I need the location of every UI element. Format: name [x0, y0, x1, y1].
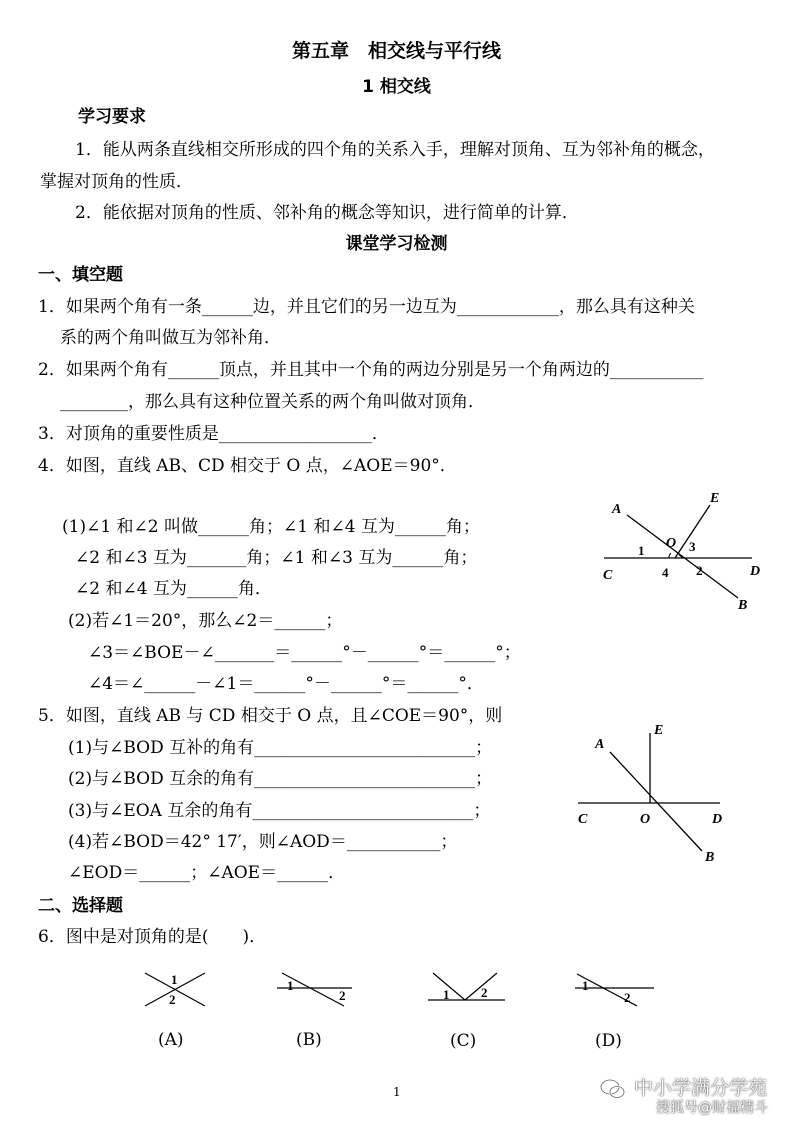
requirement-1-line2: 掌握对顶角的性质． — [40, 172, 193, 192]
q2-line2: ________，那么具有这种位置关系的两个角叫做对顶角． — [60, 392, 485, 412]
option-b-figure — [272, 968, 357, 1013]
angle-label-2: 2 — [696, 563, 703, 578]
section-title: 1 相交线 — [362, 77, 431, 97]
watermark-line1: 中小学满分学苑 — [634, 1077, 768, 1099]
label-o: O — [666, 536, 677, 551]
line-ab — [610, 752, 702, 851]
option-a-figure — [140, 968, 210, 1013]
angle-label-1: 1 — [443, 987, 450, 1002]
q5-sub4: (4)若∠BOD＝42° 17′，则∠AOD＝___________； — [68, 832, 458, 852]
q5-figure — [570, 715, 770, 870]
q4-sub1-line1: (1)∠1 和∠2 叫做______角；∠1 和∠4 互为______角； — [62, 517, 480, 537]
angle-label-1: 1 — [638, 543, 645, 558]
option-d-figure — [572, 968, 657, 1013]
q2-line1: 2．如果两个角有______顶点，并且其中一个角的两边分别是另一个角两边的___________ — [38, 360, 704, 380]
label-o: O — [640, 812, 651, 827]
option-b-label: (B) — [296, 1030, 322, 1050]
q1-line2: 系的两个角叫做互为邻补角． — [60, 328, 281, 348]
label-b: B — [705, 850, 715, 865]
watermark-line2: 搜狐号@财福精斗 — [656, 1100, 768, 1116]
label-e: E — [710, 491, 720, 506]
q4-sub1-line2: ∠2 和∠3 互为_______角；∠1 和∠3 互为______角； — [75, 548, 478, 568]
page-title: 第五章 相交线与平行线 — [291, 40, 501, 62]
q5-sub2: (2)与∠BOD 互余的角有__________________________； — [68, 769, 493, 789]
angle-label-3: 3 — [689, 539, 696, 554]
angle-label-4: 4 — [662, 565, 669, 580]
option-a-label: (A) — [158, 1030, 184, 1050]
q5-sub4-line2: ∠EOD＝______；∠AOE＝______． — [68, 863, 346, 883]
option-c-figure — [425, 968, 510, 1013]
fill-heading: 一、填空题 — [38, 265, 123, 285]
angle-label-1: 1 — [582, 978, 589, 993]
label-e: E — [654, 723, 664, 738]
check-heading: 课堂学习检测 — [345, 234, 448, 254]
angle-label-2: 2 — [624, 990, 631, 1005]
q4-sub2-line1: (2)若∠1＝20°，那么∠2＝______； — [68, 611, 343, 631]
q5-sub3: (3)与∠EOA 互余的角有__________________________； — [68, 801, 491, 821]
angle-label-1: 1 — [287, 978, 294, 993]
q4-sub2-line3: ∠4＝∠______－∠1＝______°－______°＝______°． — [88, 674, 484, 694]
angle-label-2: 2 — [481, 985, 488, 1000]
q1-line1: 1．如果两个角有一条______边，并且它们的另一边互为____________，那么具有这种关 — [38, 297, 695, 317]
requirement-1-line1: 1．能从两条直线相交所形成的四个角的关系入手，理解对顶角、互为邻补角的概念， — [75, 140, 715, 160]
angle-label-2: 2 — [169, 992, 176, 1007]
label-d: D — [750, 564, 761, 579]
wechat-icon — [600, 1078, 626, 1100]
option-c-label: (C) — [450, 1031, 477, 1051]
label-d: D — [712, 812, 723, 827]
label-a: A — [612, 502, 622, 517]
option-d-label: (D) — [595, 1031, 622, 1051]
label-b: B — [738, 598, 748, 613]
q6: 6．图中是对顶角的是( )． — [38, 927, 267, 947]
q4-sub2-line2: ∠3＝∠BOE－∠_______＝______°－______°＝______°； — [88, 643, 521, 663]
requirement-2: 2．能依据对顶角的性质、邻补角的概念等知识，进行简单的计算． — [75, 203, 579, 223]
q4-figure — [590, 485, 780, 615]
label-a: A — [595, 737, 605, 752]
angle-label-2: 2 — [339, 988, 346, 1003]
q5-stem: 5．如图，直线 AB 与 CD 相交于 O 点，且∠COE＝90°，则 — [38, 706, 503, 726]
q4-sub1-line3: ∠2 和∠4 互为______角． — [75, 579, 272, 599]
page-number: 1 — [393, 1085, 401, 1099]
requirements-heading: 学习要求 — [78, 107, 146, 127]
angle-label-1: 1 — [171, 972, 178, 987]
label-c: C — [578, 812, 588, 827]
choice-heading: 二、选择题 — [38, 896, 123, 916]
q4-stem: 4．如图，直线 AB、CD 相交于 O 点，∠AOE＝90°． — [38, 456, 457, 476]
q3: 3．对顶角的重要性质是__________________． — [38, 424, 389, 444]
label-c: C — [603, 568, 613, 583]
q5-sub1: (1)与∠BOD 互补的角有__________________________； — [68, 738, 493, 758]
